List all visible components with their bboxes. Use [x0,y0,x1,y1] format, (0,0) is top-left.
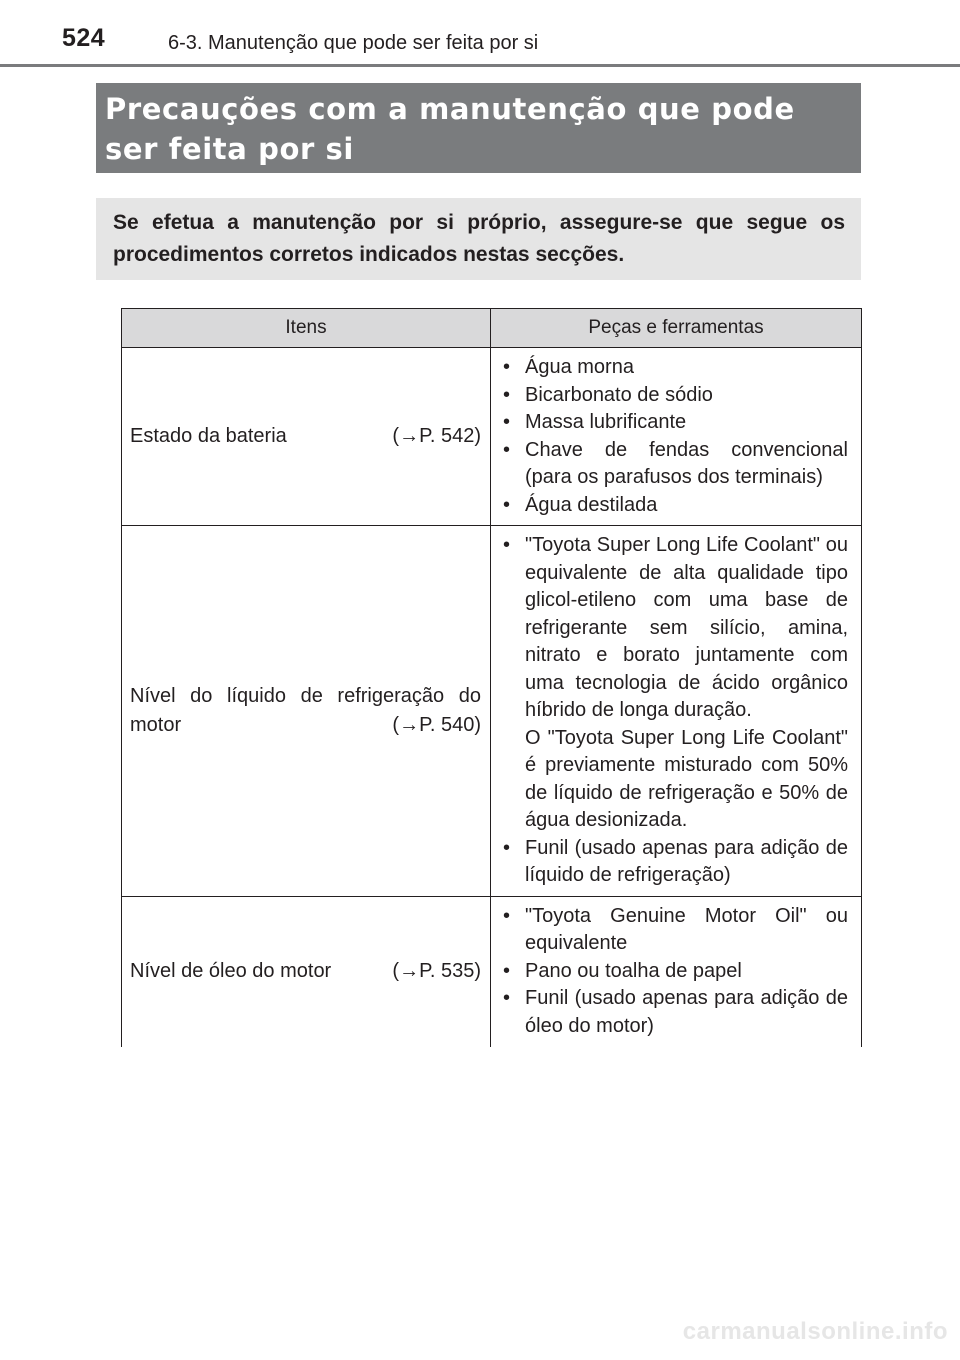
item-name: Nível do líquido de refrigeração do [130,684,481,707]
table-row [122,526,862,897]
column-header-parts: Peças e ferramentas [491,309,862,348]
intro-text: Se efetua a manutenção por si próprio, assegure-se que segue os procedimentos corretos indicados nestas secções. [96,198,861,280]
coolant-mixture-note: O "Toyota Super Long Life Coolant" é previamente misturado com 50% de líquido de refrigeração e 50% de água desionizada. [525,726,848,831]
list-item: • Chave de fendas convencional (para os parafusos dos terminais) [500,437,848,492]
item-name: Estado da bateria [130,425,287,447]
page-number: 524 [62,24,106,52]
coolant-spec: • "Toyota Super Long Life Coolant" ou equivalente de alta qualidade tipo glicol-etileno com uma base de refrigerante sem silício, amina, nitrato e borato juntamente com uma tecnologia de ácido orgânico híbrido de longa duração. [525,534,848,721]
page-reference: (→P. 542) [392,425,481,447]
watermark-text: carmanualsonline.info [682,1318,948,1345]
item-cell [122,896,491,1047]
item-cell [122,526,491,897]
list-item: • Pano ou toalha de papel [500,958,848,986]
page-reference: (→P. 540) [392,713,481,736]
page-reference: (→P. 535) [392,960,481,982]
list-item: • Massa lubrificante [500,409,848,437]
parts-cell [491,896,862,1047]
column-header-items: Itens [122,309,491,348]
parts-cell [491,526,862,897]
parts-cell [491,348,862,526]
item-name: Nível de óleo do motor [130,960,332,982]
list-item [500,532,848,835]
list-item: • Água morna [500,354,848,382]
table-row [122,896,862,1047]
running-header: 6-3. Manutenção que pode ser feita por si [168,32,539,54]
list-item: • Funil (usado apenas para adição de líquido de refrigeração) [500,835,848,890]
list-item: • Água destilada [500,492,848,520]
list-item: • Funil (usado apenas para adição de óleo do motor) [500,985,848,1040]
item-cell [122,348,491,526]
table-header-row [122,309,862,348]
maintenance-table [121,308,862,1047]
header-rule [0,64,960,67]
item-name-continued: motor [130,713,182,736]
section-title: Precauções com a manutenção que pode ser feita por si [96,83,861,173]
list-item: • "Toyota Genuine Motor Oil" ou equivalente [500,903,848,958]
list-item: • Bicarbonato de sódio [500,382,848,410]
table-row [122,348,862,526]
